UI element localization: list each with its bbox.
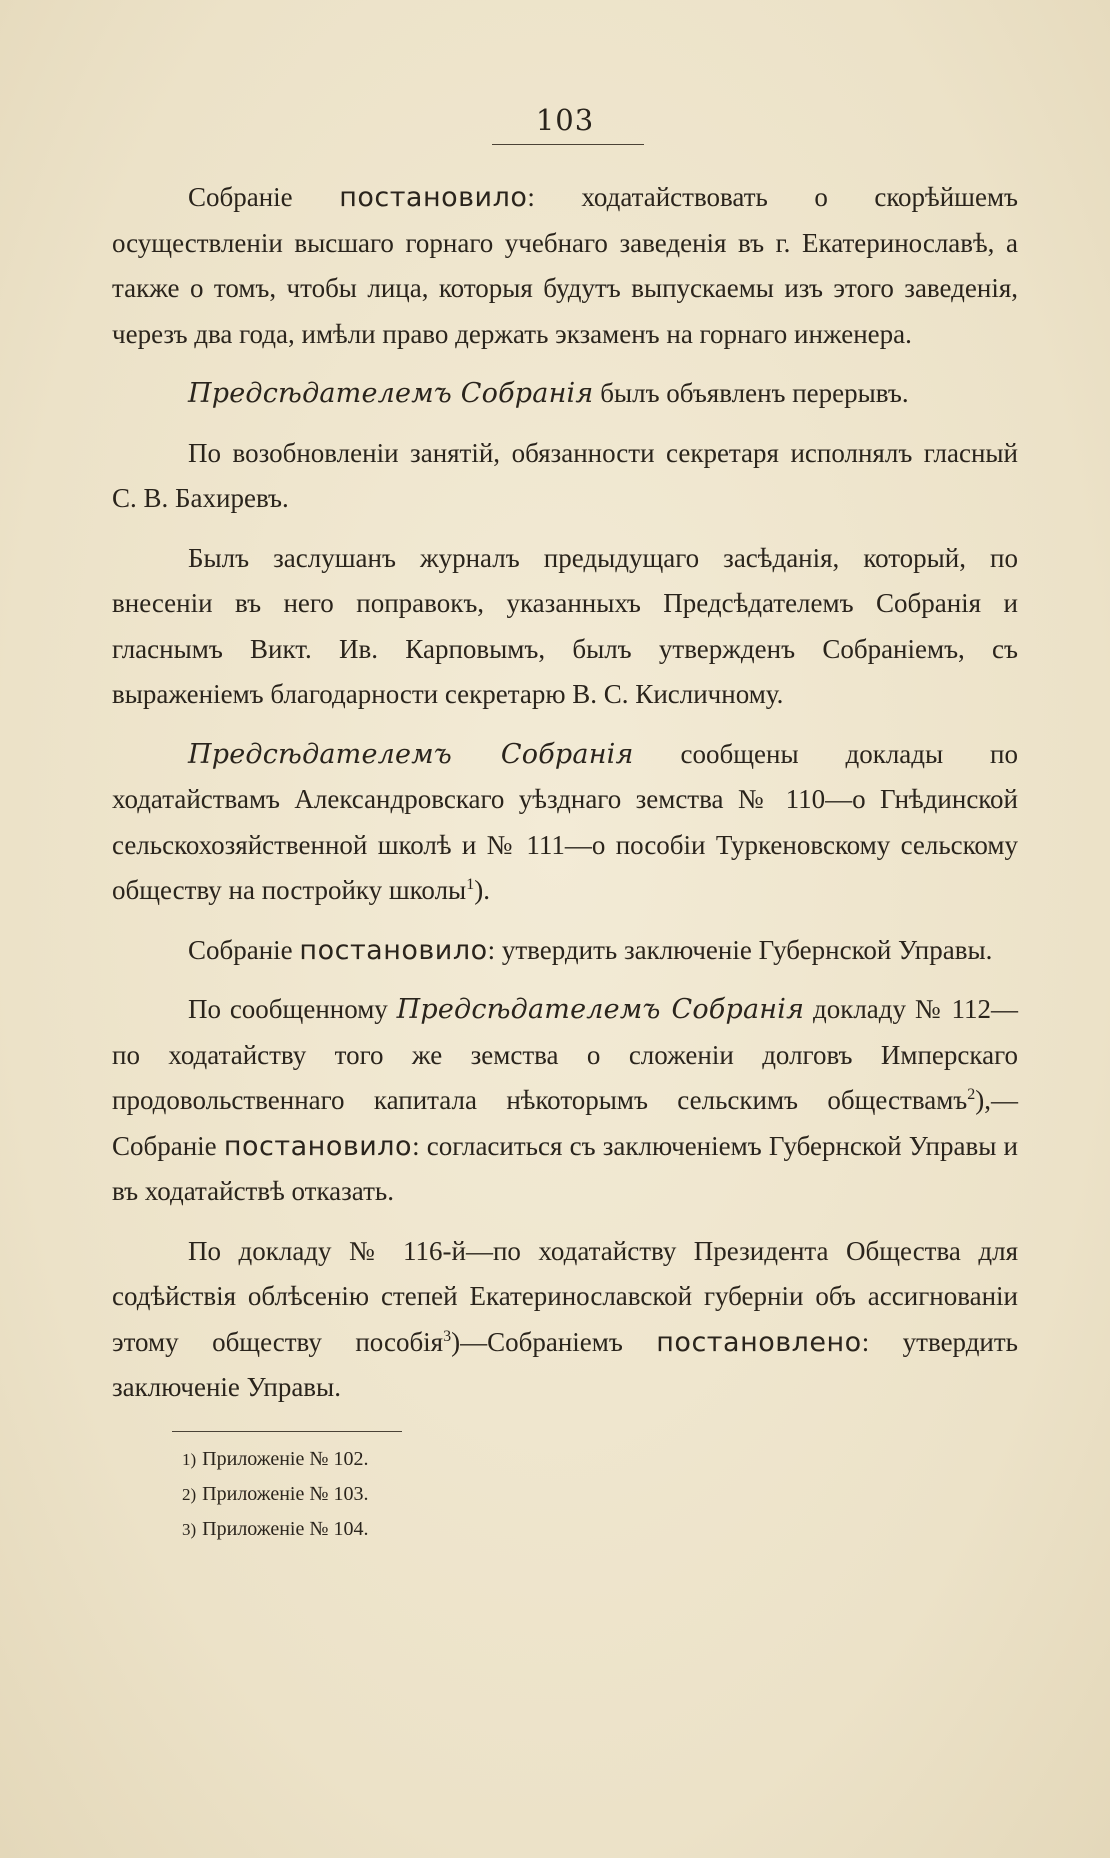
text-run: докладу № 112—по ходатайству того же земства о сложеніи долговъ Имперскаго продовольственнаго капитала нѣкоторымъ сельскимъ обществамъ — [112, 994, 1019, 1115]
resolution-word: постановлено — [656, 1326, 862, 1358]
chairman-italic: Предсѣдателемъ Собранія — [396, 994, 805, 1025]
resolution-word: постановило — [223, 1130, 413, 1162]
text-run: По докладу № 116-й—по ходатайству Президента Общества для содѣйствія облѣсенію степей Екатеринославской губерніи объ ассигнованіи этому обществу пособія — [112, 1235, 1018, 1357]
resolution-word: постановило — [299, 934, 488, 966]
header-rule — [492, 144, 644, 145]
page-number: 103 — [535, 103, 595, 137]
footnote-text: Приложеніе № 103. — [202, 1482, 369, 1505]
footnote-text: Приложеніе № 104. — [202, 1517, 369, 1540]
paragraph-3: По возобновленіи занятій, обязанности секретаря исполнялъ гласный С. В. Бахиревъ. — [112, 437, 1018, 513]
paragraph-1 — [112, 175, 1018, 357]
text-run: былъ объявленъ перерывъ. — [593, 378, 909, 408]
footnote-1 — [182, 1442, 1018, 1477]
text-run: По сообщенному — [188, 994, 397, 1024]
text-run: : ходатайствовать о скорѣйшемъ осуществленіи высшаго горнаго учебнаго заведенія въ г. Екатеринославѣ, а также о томъ, чтобы лица, которыя будутъ выпускаемы изъ этого заведенія, черезъ два года, имѣли право держать экзаменъ на горнаго инженера. — [112, 182, 1018, 349]
chairman-italic: Предсѣдателемъ Собранія — [188, 378, 594, 409]
footnote-text: Приложеніе № 102. — [202, 1447, 369, 1470]
footnote-ref: 2 — [967, 1086, 976, 1103]
footnote-mark: 1) — [182, 1449, 197, 1469]
text-run: : утвердить заключеніе Управы. — [112, 1326, 1018, 1402]
text-run: сообщены доклады по ходатайствамъ Александровскаго уѣзднаго земства № 110—о Гнѣдинской сельскохозяйственной школѣ и № 111—о пособіи Туркеновскому сельскому обществу на постройку школы — [112, 738, 1018, 905]
paragraph-7 — [112, 987, 1018, 1215]
text-run: )—Собраніемъ — [451, 1326, 657, 1357]
text-run: : согласиться съ заключеніемъ Губернской Управы и въ ходатайствѣ отказать. — [112, 1130, 1018, 1206]
paragraph-8 — [112, 1229, 1018, 1411]
text-run: ),—Собраніе — [112, 1085, 1018, 1161]
paragraph-6 — [112, 928, 1018, 974]
footnote-mark: 3) — [182, 1519, 197, 1539]
text-run: Собраніе — [188, 182, 340, 212]
footnote-rule — [172, 1431, 402, 1432]
paragraph-4: Былъ заслушанъ журналъ предыдущаго засѣданія, который, по внесеніи въ него поправокъ, указанныхъ Предсѣдателемъ Собранія и гласнымъ Викт. Ив. Карповымъ, былъ утвержденъ Собраніемъ, съ выраженіемъ благодарности секретарю В. С. Кисличному. — [112, 542, 1018, 709]
chairman-italic: Предсѣдателемъ Собранія — [188, 738, 634, 770]
footnote-ref: 3 — [443, 1327, 452, 1345]
text-run: Собраніе — [188, 934, 300, 965]
paragraph-5 — [112, 732, 1018, 914]
footnotes — [182, 1442, 1018, 1547]
text-run: : утвердить заключеніе Губернской Управы. — [487, 934, 993, 965]
body-text — [112, 175, 1018, 1411]
paragraph-2 — [112, 371, 1018, 417]
footnote-2 — [182, 1477, 1018, 1512]
text-run: ). — [474, 875, 490, 905]
footnote-mark: 2) — [182, 1484, 197, 1504]
footnote-ref: 1 — [466, 876, 475, 893]
resolution-word: постановило — [339, 182, 528, 213]
footnote-3 — [182, 1512, 1018, 1547]
